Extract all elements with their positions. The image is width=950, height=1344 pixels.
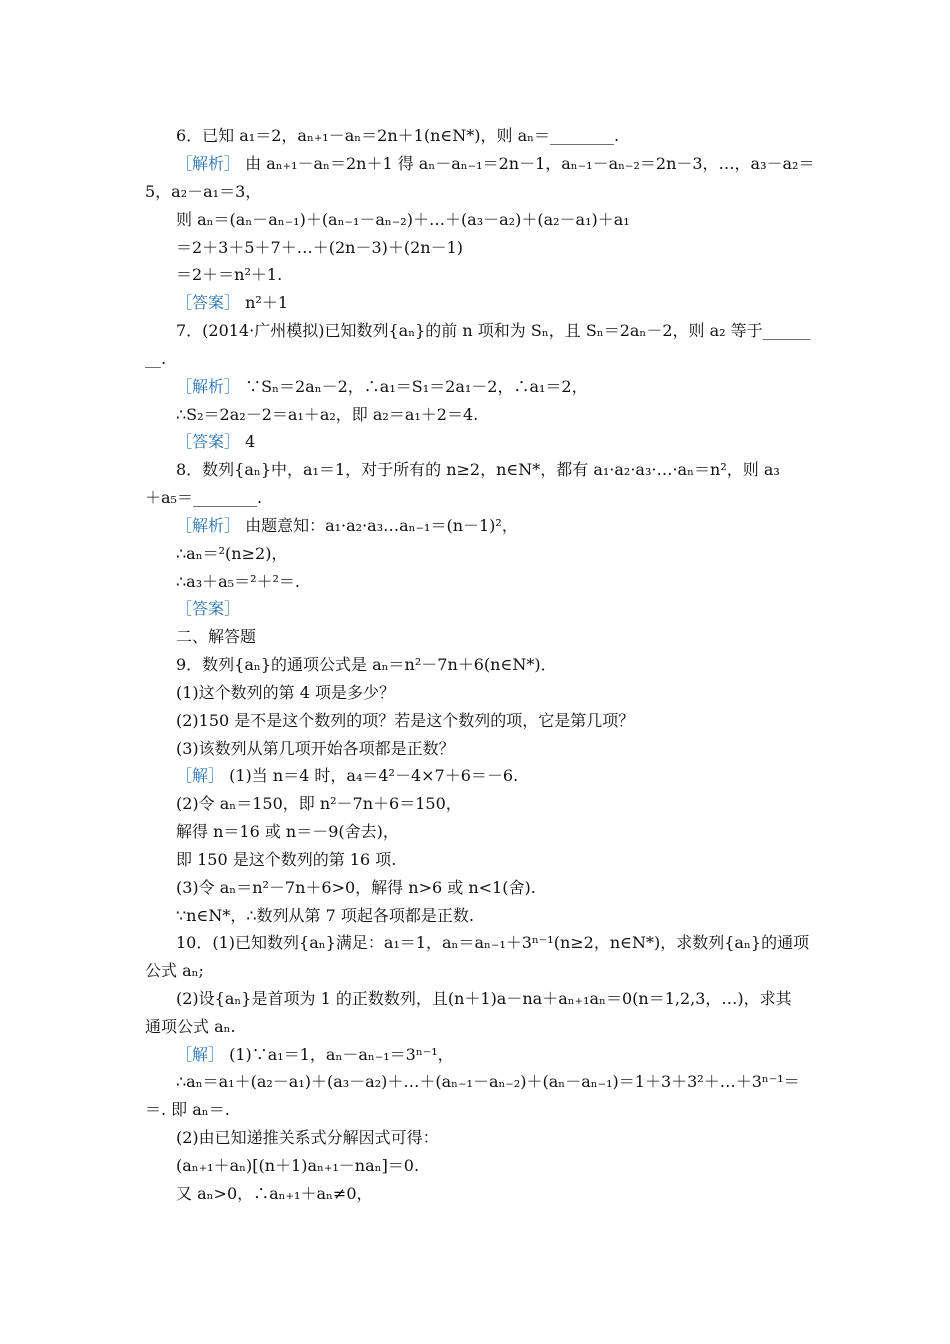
solution-text: 由 aₙ₊₁－aₙ＝2n＋1 得 aₙ－aₙ₋₁＝2n－1，aₙ₋₁－aₙ₋₂＝2n－3，…，a₃－a₂＝ (240, 154, 815, 173)
solution-text: ∴a₃＋a₅＝²＋²＝. (176, 572, 301, 591)
answer-tag: ［答案］ (176, 293, 241, 312)
problem-10-text: 公式 aₙ; (145, 961, 204, 980)
solution-text: (2)令 aₙ＝150，即 n²－7n＋6＝150， (176, 794, 462, 813)
solution-line (176, 1045, 454, 1067)
analysis-tag: ［解析］ (176, 377, 241, 396)
answer-line (176, 432, 255, 454)
answer-line (176, 293, 288, 315)
problem-10-text: 通项公式 aₙ. (145, 1017, 236, 1036)
solution-text: ＝. 即 aₙ＝. (145, 1100, 230, 1119)
answer-text: 4 (240, 432, 256, 451)
solution-text: ＝2＋3＋5＋7＋…＋(2n－3)＋(2n－1) (176, 238, 464, 257)
problem-9-part: (1)这个数列的第 4 项是多少？ (176, 683, 396, 702)
solution-text: ∴aₙ＝²(n≥2)， (176, 544, 288, 563)
solution-text: ∴aₙ＝a₁＋(a₂－a₁)＋(a₃－a₂)＋…＋(aₙ₋₁－aₙ₋₂)＋(aₙ－aₙ₋₁)＝1＋3＋3²＋…＋3ⁿ⁻¹＝ (176, 1072, 800, 1091)
analysis-tag: ［解析］ (176, 154, 241, 173)
problem-7-text: 7．(2014·广州模拟)已知数列{aₙ}的前 n 项和为 Sₙ，且 Sₙ＝2aₙ－2，则 a₂ 等于______ (176, 321, 811, 340)
solution-line (176, 516, 518, 538)
solution-text: (3)令 aₙ＝n²－7n＋6>0，解得 n>6 或 n<1(舍). (176, 878, 536, 897)
solution-text: 即 150 是这个数列的第 16 项. (176, 850, 397, 869)
solution-tag: ［解］ (176, 766, 225, 785)
solution-text: 则 aₙ＝(aₙ－aₙ₋₁)＋(aₙ₋₁－aₙ₋₂)＋…＋(a₃－a₂)＋(a₂－a₁)＋a₁ (176, 210, 630, 229)
solution-text: 由题意知：a₁·a₂·a₃…aₙ₋₁＝(n－1)²， (240, 516, 518, 535)
analysis-tag: ［解析］ (176, 516, 241, 535)
solution-line (176, 154, 814, 176)
problem-6-text: 6．已知 a₁＝2，aₙ₊₁－aₙ＝2n＋1(n∈N*)，则 aₙ＝________. (176, 126, 620, 145)
solution-text: ＝2＋＝n²＋1. (176, 265, 283, 284)
solution-text: ∵n∈N*，∴数列从第 7 项起各项都是正数. (176, 906, 474, 925)
problem-9-part: (2)150 是不是这个数列的项？若是这个数列的项，它是第几项？ (176, 711, 635, 730)
solution-text: 又 aₙ>0，∴aₙ₊₁＋aₙ≠0， (176, 1184, 373, 1203)
problem-8-text: ＋a₅＝________. (145, 488, 263, 507)
solution-text: (1)当 n＝4 时，a₄＝4²－4×7＋6＝－6. (224, 766, 519, 785)
solution-tag: ［解］ (176, 1045, 225, 1064)
problem-7-text: __. (145, 349, 167, 368)
section-heading: 二、解答题 (176, 627, 257, 646)
solution-text: (2)由已知递推关系式分解因式可得： (176, 1128, 439, 1147)
problem-9-text: 9．数列{aₙ}的通项公式是 aₙ＝n²－7n＋6(n∈N*)． (176, 655, 557, 674)
solution-text: 5，a₂－a₁＝3， (145, 182, 262, 201)
problem-10-text: 10．(1)已知数列{aₙ}满足：a₁＝1，aₙ＝aₙ₋₁＋3ⁿ⁻¹(n≥2，n∈N*)，求数列{aₙ}的通项 (176, 933, 810, 952)
answer-tag: ［答案］ (176, 432, 241, 451)
solution-text: (1)∵a₁＝1，aₙ－aₙ₋₁＝3ⁿ⁻¹， (224, 1045, 454, 1064)
answer-line (176, 599, 240, 621)
answer-tag: ［答案］ (176, 599, 241, 618)
solution-text: ∵Sₙ＝2aₙ－2，∴a₁＝S₁＝2a₁－2，∴a₁＝2， (240, 377, 588, 396)
problem-8-text: 8．数列{aₙ}中，a₁＝1，对于所有的 n≥2，n∈N*，都有 a₁·a₂·a₃·…·aₙ＝n²，则 a₃ (176, 460, 780, 479)
answer-text: n²＋1 (240, 293, 289, 312)
solution-text: ∴S₂＝2a₂－2＝a₁＋a₂，即 a₂＝a₁＋2＝4. (176, 405, 479, 424)
problem-9-part: (3)该数列从第几项开始各项都是正数？ (176, 739, 455, 758)
solution-line (176, 377, 588, 399)
problem-10-text: (2)设{aₙ}是首项为 1 的正数数列，且(n＋1)a－na＋aₙ₊₁aₙ＝0(n＝1,2,3，…)，求其 (176, 989, 792, 1008)
solution-text: (aₙ₊₁＋aₙ)[(n＋1)aₙ₊₁－naₙ]＝0. (176, 1156, 420, 1175)
solution-text: 解得 n＝16 或 n＝－9(舍去)， (176, 822, 399, 841)
solution-line (176, 766, 518, 788)
